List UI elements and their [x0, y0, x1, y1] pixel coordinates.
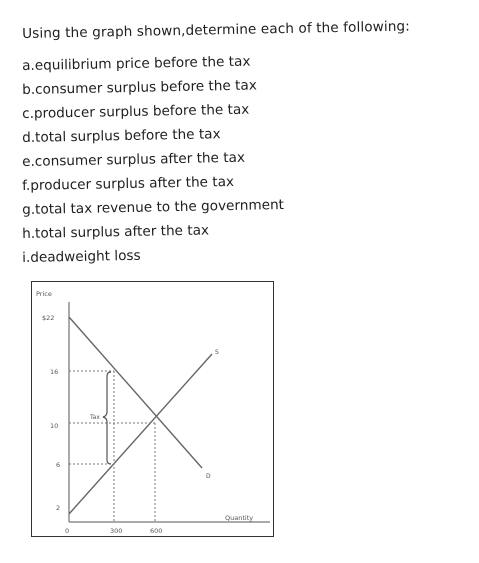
quantity-tick: 300 — [110, 527, 123, 535]
price-tick: 6 — [56, 461, 61, 469]
list-item: d.total surplus before the tax — [22, 126, 221, 146]
demand-label: D — [206, 473, 211, 480]
supply-label: S — [215, 349, 219, 356]
question-text: Using the graph shown,determine each of the following: — [22, 18, 411, 42]
list-item: b.consumer surplus before the tax — [22, 77, 257, 98]
price-tick: 10 — [50, 422, 59, 430]
quantity-tick: 600 — [150, 527, 163, 535]
tax-brace — [103, 372, 111, 464]
quantity-axis-label: Quantity — [225, 514, 254, 522]
tax-label: Tax — [90, 414, 100, 421]
origin-label: 0 — [65, 527, 70, 535]
demand-curve — [69, 317, 202, 468]
list-item: f.producer surplus after the tax — [22, 173, 235, 194]
supply-demand-graph — [31, 281, 274, 537]
supply-curve — [69, 354, 212, 514]
list-item: c.producer surplus before the tax — [22, 101, 250, 122]
list-item: e.consumer surplus after the tax — [22, 149, 246, 170]
price-axis-label: Price — [36, 290, 52, 298]
list-item: g.total tax revenue to the government — [22, 196, 285, 218]
price-tick: 2 — [56, 504, 61, 512]
graph-svg — [32, 282, 275, 538]
list-item: a.equilibrium price before the tax — [22, 53, 251, 74]
price-tick: 16 — [50, 368, 59, 376]
list-item: i.deadweight loss — [22, 247, 141, 266]
price-tick: $22 — [42, 314, 55, 322]
list-item: h.total surplus after the tax — [22, 222, 210, 242]
